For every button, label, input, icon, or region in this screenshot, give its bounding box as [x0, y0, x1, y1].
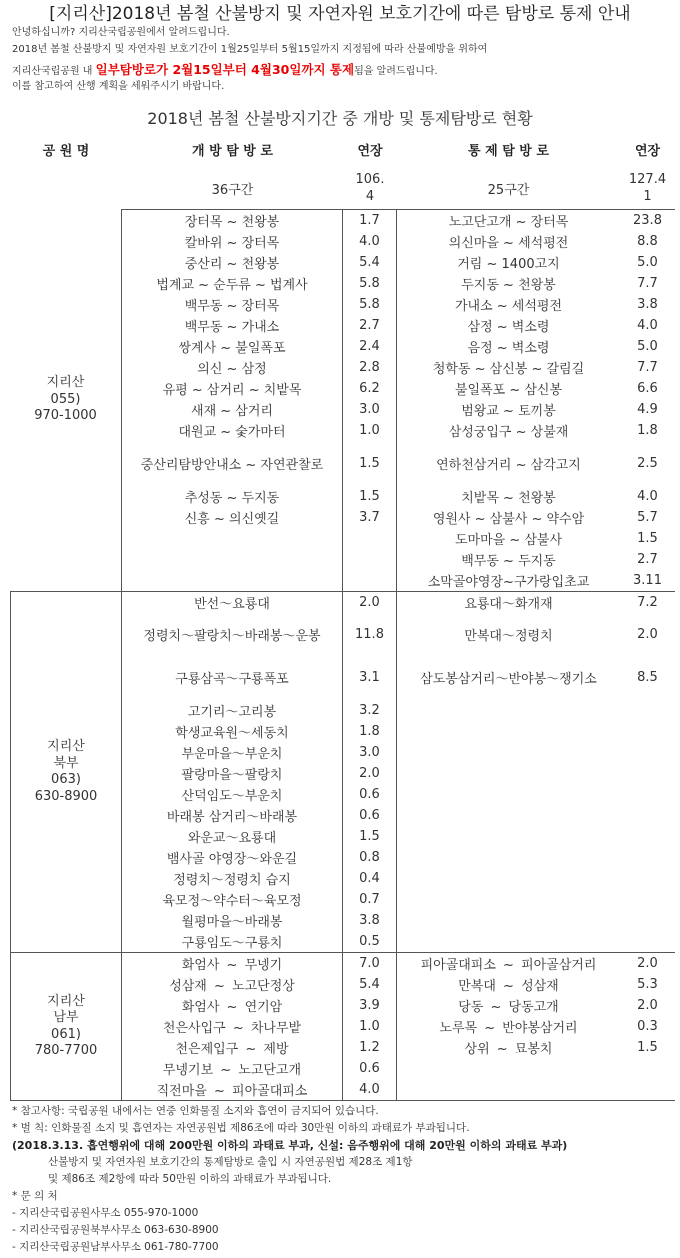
- empty-cell: [620, 826, 675, 847]
- trail-status-table: [10, 137, 675, 1101]
- empty-cell: [620, 784, 675, 805]
- closed-trail-name: 소막골야영장~구가랑입초교: [427, 575, 590, 590]
- empty-cell: [397, 700, 620, 721]
- closed-trail-length: 2.0: [637, 626, 658, 642]
- table-row: [122, 995, 675, 1016]
- intro-period: 2018년 봄철 산불방지 및 자연자원 보호기간이 1월25일부터 5월15일까지 지정됨에 따라 산불예방을 위하여: [12, 44, 488, 55]
- park-name-line: 630-8900: [34, 788, 98, 804]
- table-row: [122, 378, 675, 399]
- park-name-cell: [10, 209, 122, 591]
- open-trail-name: 성삼재 ~ 노고단정상: [122, 974, 343, 995]
- table-row: [122, 826, 675, 847]
- empty-cell: [397, 910, 620, 931]
- open-trail-name: 정령치～팔랑치～바래봉～운봉: [122, 613, 343, 655]
- closed-trail-name: 거림 ~ 1400고지: [457, 257, 560, 272]
- empty-cell: [397, 721, 620, 742]
- header-open-length: 연장: [357, 144, 383, 159]
- closed-trail-length: 7.7: [637, 276, 658, 291]
- empty-cell: [397, 847, 620, 868]
- empty-cell: [620, 721, 675, 742]
- open-trail-length: 6.2: [343, 378, 397, 399]
- closed-trail-length: 5.0: [637, 339, 658, 354]
- table-row: [122, 1016, 675, 1037]
- open-trail-name: 팔랑마을～팔랑치: [122, 763, 343, 784]
- empty-cell: [397, 784, 620, 805]
- intro-closure-prefix: 지리산국립공원 내: [12, 66, 96, 77]
- open-trail-name: 신흥 ~ 의신옛길: [122, 507, 343, 528]
- closed-trail-length: 2.5: [637, 456, 658, 471]
- closed-trail-name: 가내소 ~ 세석평전: [454, 299, 563, 314]
- table-row: [122, 889, 675, 910]
- empty-cell: [620, 805, 675, 826]
- open-trail-length: 5.8: [343, 273, 397, 294]
- closed-trail-name: 상위 ~ 묘봉치: [464, 1042, 553, 1057]
- closed-trail-name: 요룡대～화개재: [464, 597, 553, 612]
- open-trail-length: 3.7: [343, 507, 397, 528]
- table-row: [122, 655, 675, 700]
- table-row: [122, 273, 675, 294]
- open-trail-name: 무넹기보 ~ 노고단고개: [122, 1058, 343, 1079]
- open-trail-name: 와운교～요룡대: [122, 826, 343, 847]
- table-row: [122, 1037, 675, 1058]
- note-reference: * 참고사항: 국립공원 내에서는 연중 인화물질 소지와 흡연이 금지되어 있습니다.: [12, 1105, 379, 1117]
- open-trail-length: 1.5: [343, 441, 397, 486]
- intro-advice: 이를 참고하여 산행 계획을 세워주시기 바랍니다.: [12, 81, 225, 92]
- open-trail-name: 장터목 ~ 천왕봉: [122, 210, 343, 231]
- open-trail-length: 5.4: [343, 974, 397, 995]
- table-header-row: [10, 137, 675, 167]
- open-trail-length: 1.0: [343, 1016, 397, 1037]
- header-closed-trails: 통 제 탐 방 로: [468, 144, 549, 159]
- park-name-line: 063): [51, 772, 81, 787]
- open-trail-name: 뱀사골 야영장～와운길: [122, 847, 343, 868]
- open-trail-name: 칼바위 ~ 장터목: [122, 231, 343, 252]
- open-trail-name: 부운마을～부운치: [122, 742, 343, 763]
- table-row: [122, 315, 675, 336]
- empty-cell: [620, 889, 675, 910]
- empty-cell: [122, 528, 343, 549]
- open-trail-name: 반선～요룡대: [122, 592, 343, 613]
- open-trail-name: 직전마을 ~ 피아골대피소: [122, 1079, 343, 1100]
- open-trail-name: 천은제입구 ~ 제방: [122, 1037, 343, 1058]
- closed-trail-length: 2.0: [637, 956, 658, 971]
- empty-cell: [620, 847, 675, 868]
- summary-closed-length: 127.41: [628, 172, 667, 204]
- park-section: [10, 591, 675, 952]
- closed-trail-length: 4.9: [637, 402, 658, 417]
- open-trail-name: 화엄사 ~ 무넹기: [122, 953, 343, 974]
- empty-cell: [343, 570, 397, 591]
- closed-trail-length: 5.3: [637, 977, 658, 992]
- table-row: [122, 805, 675, 826]
- table-row: [122, 763, 675, 784]
- park-name-line: 지리산: [46, 375, 85, 391]
- closed-trail-name: 불일폭포 ~ 삼신봉: [454, 383, 563, 398]
- open-trail-name: 중산리탐방안내소 ~ 자연관찰로: [122, 441, 343, 486]
- contact-main-office: - 지리산국립공원사무소 055-970-1000: [12, 1207, 199, 1219]
- table-row: [122, 399, 675, 420]
- open-trail-name: 백무동 ~ 가내소: [122, 315, 343, 336]
- open-trail-name: 천은사입구 ~ 차나무밭: [122, 1016, 343, 1037]
- park-name-line: 지리산: [47, 993, 85, 1009]
- open-trail-name: 쌍계사 ~ 불일폭포: [122, 336, 343, 357]
- table-row: [122, 784, 675, 805]
- closed-trail-length: 5.7: [637, 510, 658, 525]
- open-trail-length: 1.0: [343, 420, 397, 441]
- closed-trail-name: 치밭목 ~ 천왕봉: [461, 491, 556, 506]
- closed-trail-name: 의신마을 ~ 세석평전: [448, 236, 569, 251]
- open-trail-length: 3.8: [343, 910, 397, 931]
- closed-trail-length: 3.11: [633, 573, 662, 588]
- contact-title: * 문 의 처: [12, 1190, 58, 1202]
- open-trail-length: 3.1: [343, 655, 397, 700]
- open-trail-length: 0.6: [343, 805, 397, 826]
- open-trail-name: 화엄사 ~ 연기암: [122, 995, 343, 1016]
- open-trail-length: 0.6: [343, 784, 397, 805]
- open-trail-length: 3.0: [343, 399, 397, 420]
- empty-cell: [397, 889, 620, 910]
- empty-cell: [397, 742, 620, 763]
- table-row: [122, 847, 675, 868]
- table-row: [122, 1058, 675, 1079]
- empty-cell: [343, 549, 397, 570]
- note-closed-entry-2: 및 제86조 제2항에 따라 50만원 이하의 과태료가 부과됩니다.: [48, 1173, 332, 1185]
- closed-trail-name: 연하천삼거리 ~ 삼각고지: [436, 458, 581, 473]
- empty-cell: [397, 868, 620, 889]
- header-closed-length: 연장: [634, 144, 661, 159]
- summary-open-length: 106.4: [355, 172, 385, 204]
- open-trail-name: 새재 ~ 삼거리: [122, 399, 343, 420]
- open-trail-name: 구룡삼곡～구룡폭포: [122, 655, 343, 700]
- closed-trail-length: 8.8: [637, 234, 658, 249]
- open-trail-length: 1.5: [343, 826, 397, 847]
- table-row: [122, 868, 675, 889]
- open-trail-length: 2.7: [343, 315, 397, 336]
- open-trail-length: 0.5: [343, 931, 397, 952]
- table-summary-row: [10, 167, 675, 209]
- empty-cell: [397, 1058, 620, 1079]
- park-name-line: 055): [50, 391, 81, 407]
- closed-trail-name: 청학동 ~ 삼신봉 ~ 갈림길: [432, 362, 585, 377]
- empty-cell: [620, 1058, 675, 1079]
- closed-trail-length: 3.8: [637, 297, 658, 312]
- closed-trail-length: 4.0: [637, 489, 658, 504]
- open-trail-length: 3.2: [343, 700, 397, 721]
- empty-cell: [397, 931, 620, 952]
- park-name-cell: [10, 592, 122, 952]
- open-trail-name: 학생교육원～세동치: [122, 721, 343, 742]
- empty-cell: [122, 549, 343, 570]
- contact-north-office: - 지리산국립공원북부사무소 063-630-8900: [12, 1224, 219, 1236]
- park-section: [10, 952, 675, 1101]
- table-row: [122, 294, 675, 315]
- closed-trail-name: 영원사 ~ 삼불사 ~ 약수암: [432, 512, 585, 527]
- open-trail-length: 3.9: [343, 995, 397, 1016]
- open-trail-length: 0.8: [343, 847, 397, 868]
- table-row: [122, 528, 675, 549]
- closed-trail-name: 노고단고개 ~ 장터목: [448, 215, 569, 230]
- summary-closed-count: 25구간: [487, 182, 530, 198]
- intro-closure-notice: [12, 61, 438, 81]
- table-row: [122, 592, 675, 613]
- open-trail-length: 1.2: [343, 1037, 397, 1058]
- empty-cell: [397, 805, 620, 826]
- open-trail-name: 법계교 ~ 순두류 ~ 법계사: [122, 273, 343, 294]
- table-row: [122, 441, 675, 486]
- closed-trail-name: 범왕교 ~ 토끼봉: [461, 404, 556, 419]
- closed-trail-length: 2.7: [637, 552, 658, 567]
- open-trail-name: 정령치～정령치 습지: [122, 868, 343, 889]
- empty-cell: [620, 1079, 675, 1100]
- trail-rows: [122, 592, 675, 952]
- open-trail-length: 2.0: [343, 592, 397, 613]
- empty-cell: [397, 763, 620, 784]
- table-row: [122, 486, 675, 507]
- park-name-line: 061): [51, 1026, 81, 1042]
- closed-trail-name: 당동 ~ 당동고개: [458, 1000, 559, 1015]
- note-closed-entry-1: 산불방지 및 자연자원 보호기간의 통제탐방로 출입 시 자연공원법 제28조 제1항: [48, 1156, 413, 1168]
- open-trail-length: 0.4: [343, 868, 397, 889]
- table-row: [122, 549, 675, 570]
- intro-closure-highlight: 일부탐방로가 2월15일부터 4월30일까지 통제: [95, 62, 355, 77]
- empty-cell: [397, 826, 620, 847]
- empty-cell: [620, 868, 675, 889]
- empty-cell: [122, 570, 343, 591]
- closed-trail-length: 1.5: [637, 531, 658, 546]
- closed-trail-length: 8.5: [637, 670, 658, 685]
- park-name-line: 780-7700: [34, 1043, 98, 1058]
- park-name-line: 지리산: [47, 739, 85, 754]
- open-trail-length: 2.8: [343, 357, 397, 378]
- park-section: [10, 209, 675, 591]
- open-trail-name: 고기리～고리봉: [122, 700, 343, 721]
- closed-trail-name: 삼성궁입구 ~ 상불재: [448, 425, 569, 440]
- intro-greeting: 안녕하십니까? 지리산국립공원에서 알려드립니다.: [12, 27, 230, 38]
- closed-trail-length: 0.3: [637, 1019, 658, 1034]
- table-row: [122, 1079, 675, 1100]
- closed-trail-name: 음정 ~ 벽소령: [467, 341, 550, 356]
- table-row: [122, 231, 675, 252]
- table-row: [122, 570, 675, 591]
- table-row: [122, 252, 675, 273]
- note-penalty: * 벌 칙: 인화물질 소지 및 흡연자는 자연공원법 제86조에 따라 30만원 이하의 과태료가 부과됩니다.: [12, 1122, 470, 1134]
- table-row: [122, 210, 675, 231]
- open-trail-length: 3.0: [343, 742, 397, 763]
- intro-closure-suffix: 됨을 알려드립니다.: [354, 66, 438, 77]
- open-trail-length: 4.0: [343, 1079, 397, 1100]
- closed-trail-name: 만복대 ~ 성삼재: [458, 979, 559, 994]
- closed-trail-length: 4.0: [637, 318, 658, 333]
- empty-cell: [620, 931, 675, 952]
- empty-cell: [620, 700, 675, 721]
- closed-trail-length: 1.8: [637, 423, 658, 438]
- closed-trail-name: 두지동 ~ 천왕봉: [461, 278, 556, 293]
- footer-notes: [12, 1103, 567, 1256]
- closed-trail-length: 1.5: [637, 1040, 658, 1055]
- table-row: [122, 931, 675, 952]
- closed-trail-length: 5.0: [637, 255, 658, 270]
- open-trail-name: 산덕임도～부운치: [122, 784, 343, 805]
- open-trail-length: 0.6: [343, 1058, 397, 1079]
- open-trail-length: 0.7: [343, 889, 397, 910]
- table-row: [122, 357, 675, 378]
- closed-trail-name: 노루목 ~ 반야봉삼거리: [439, 1021, 578, 1036]
- open-trail-length: 11.8: [343, 613, 397, 655]
- open-trail-length: 7.0: [343, 953, 397, 974]
- table-row: [122, 910, 675, 931]
- open-trail-name: 백무동 ~ 장터목: [122, 294, 343, 315]
- table-row: [122, 953, 675, 974]
- park-name-line: 970-1000: [34, 408, 97, 424]
- closed-trail-length: 7.2: [637, 595, 658, 610]
- open-trail-name: 월평마을～바래봉: [122, 910, 343, 931]
- table-row: [122, 721, 675, 742]
- open-trail-name: 구룡임도～구룡치: [122, 931, 343, 952]
- open-trail-length: 5.4: [343, 252, 397, 273]
- park-name-line: 북부: [53, 755, 79, 771]
- empty-cell: [620, 742, 675, 763]
- table-row: [122, 336, 675, 357]
- empty-cell: [343, 528, 397, 549]
- open-trail-length: 1.5: [343, 486, 397, 507]
- closed-trail-length: 7.7: [637, 360, 658, 375]
- closed-trail-name: 도마마을 ~ 삼불사: [454, 533, 563, 548]
- closed-trail-name: 피아골대피소 ~ 피아골삼거리: [420, 958, 597, 973]
- table-row: [122, 974, 675, 995]
- open-trail-length: 5.8: [343, 294, 397, 315]
- closed-trail-name: 삼도봉삼거리～반야봉～쟁기소: [420, 672, 597, 687]
- table-row: [122, 507, 675, 528]
- trail-rows: [122, 209, 675, 591]
- closed-trail-length: 6.6: [637, 381, 658, 396]
- table-row: [122, 420, 675, 441]
- closed-trail-name: 백무동 ~ 두지동: [461, 554, 556, 569]
- open-trail-name: 대원교 ~ 숯가마터: [122, 420, 343, 441]
- summary-open-count: 36구간: [211, 182, 254, 198]
- header-open-trails: 개 방 탐 방 로: [192, 144, 273, 159]
- park-name-line: 남부: [53, 1010, 79, 1025]
- closed-trail-name: 만복대～정령치: [464, 628, 553, 644]
- page-title: [지리산]2018년 봄철 산불방지 및 자연자원 보호기간에 따른 탐방로 통제 안내: [49, 4, 631, 24]
- open-trail-name: 유평 ~ 삼거리 ~ 치밭목: [122, 378, 343, 399]
- table-row: [122, 613, 675, 655]
- summary-closed-length-cell: [620, 171, 675, 205]
- empty-cell: [620, 910, 675, 931]
- open-trail-length: 1.8: [343, 721, 397, 742]
- empty-cell: [620, 763, 675, 784]
- closed-trail-length: 23.8: [633, 213, 662, 228]
- open-trail-length: 1.7: [343, 210, 397, 231]
- park-sections: [10, 209, 675, 1101]
- open-trail-name: 의신 ~ 삼정: [122, 357, 343, 378]
- open-trail-name: 중산리 ~ 천왕봉: [122, 252, 343, 273]
- open-trail-name: 바래봉 삼거리～바래봉: [122, 805, 343, 826]
- open-trail-name: 추성동 ~ 두지동: [122, 486, 343, 507]
- table-row: [122, 700, 675, 721]
- open-trail-length: 2.0: [343, 763, 397, 784]
- table-row: [122, 742, 675, 763]
- contact-south-office: - 지리산국립공원남부사무소 061-780-7700: [12, 1241, 219, 1253]
- closed-trail-name: 삼정 ~ 벽소령: [467, 320, 550, 335]
- trail-rows: [122, 953, 675, 1100]
- open-trail-length: 2.4: [343, 336, 397, 357]
- header-park: 공 원 명: [42, 144, 90, 159]
- note-amendment: (2018.3.13. 흡연행위에 대해 200만원 이하의 과태료 부과, 신설: 음주행위에 대해 20만원 이하의 과태료 부과): [12, 1139, 568, 1152]
- open-trail-name: 육모정～약수터～육모정: [122, 889, 343, 910]
- table-title: 2018년 봄철 산불방지기간 중 개방 및 통제탐방로 현황: [147, 109, 533, 128]
- summary-open-length-cell: [343, 171, 397, 205]
- closed-trail-length: 2.0: [637, 998, 658, 1013]
- park-name-cell: [10, 953, 122, 1100]
- empty-cell: [397, 1079, 620, 1100]
- open-trail-length: 4.0: [343, 231, 397, 252]
